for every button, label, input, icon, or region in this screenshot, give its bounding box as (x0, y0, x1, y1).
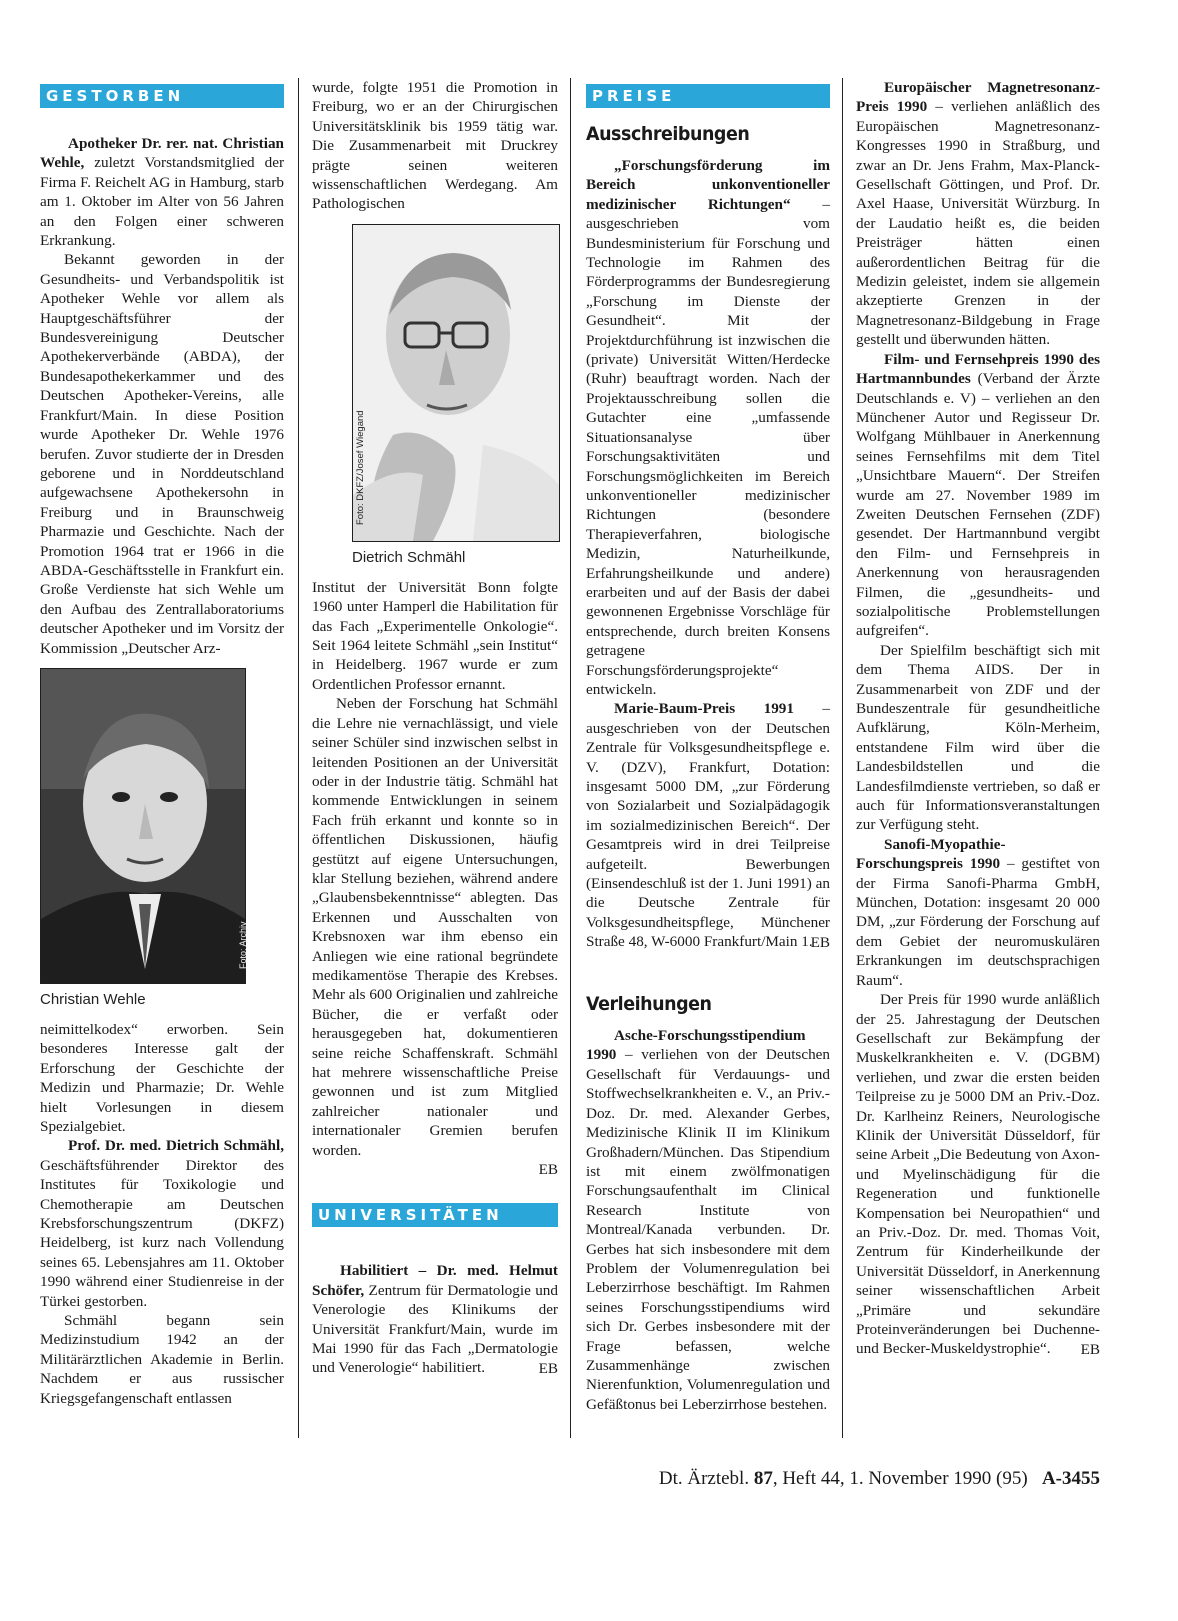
name-schmaehl: Prof. Dr. med. Dietrich Schmähl, (68, 1137, 284, 1155)
section-band-gestorben: GESTORBEN (40, 84, 284, 108)
section-band-universitaeten: UNIVERSITÄTEN (312, 1203, 558, 1227)
obituary-wehle: Apotheker Dr. rer. nat. Christian Wehle, zuletzt Vorstandsmitglied der Firma F. Reichelt AG in Hamburg, starb am 1. Oktober im Alter von 56 Jahren an den Folgen einer schweren Erkrankung. (40, 135, 285, 250)
prize-entry: Sanofi-Myopathie-Forschungspreis 1990 – gestiftet von der Firma Sanofi-Pharma GmbH, München, Dotation: insgesamt 20 000 DM, „zur Förderung der Forschung auf dem Gebiet der neuromuskulären Erkrankungen im deutschsprachigen Raum“. (856, 835, 1100, 989)
column-divider (570, 78, 571, 1438)
page-footer (659, 1468, 1100, 1490)
heading-verleihungen: Verleihungen (586, 993, 712, 1016)
column-2 (312, 78, 558, 1378)
paragraph: Neben der Forschung hat Schmähl die Lehre nie vernachlässigt, und viele seiner Schüler sind inzwischen selbst in leitenden Positionen an der Universität oder in der Industrie tätig. Schmähl hat kommende Entwicklungen in seinem Fach früh erkannt und konnte so in öffentlichen Diskussionen, häufig gestützt auf eigene Untersuchungen, klar Stellung beziehen, während andere „Glaubensbekenntnisse“ ablegten. Das Erkennen und Ausschalten von Krebsnoxen war ihm ebenso ein Anliegen wie eine rational begründete medikamentöse Therapie des Krebses. Mehr als 600 Originalien und zahlreiche Bücher, die er verfaßt oder herausgegeben hat, dokumentieren seine reiche Schaffenskraft. Schmähl hat mehrere wissenschaftliche Preise gewonnen und ist zum Mitglied zahlreicher nationaler und internationaler Gremien berufen worden. (312, 695, 558, 1159)
prize-entry: Asche-Forschungsstipendium 1990 – verliehen von der Deutschen Gesellschaft für Verdauungs- und Stoffwechselkrankheiten e. V., an Priv.-Doz. Dr. med. Alexander Gerbes, Medizinische Klinik II im Klinikum Großhadern/München. Das Stipendium ist mit einem zwölfmonatigen Forschungsaufenthalt im Clinical Research Institute von Montreal/Kanada verbunden. Dr. Gerbes hat sich insbesondere mit dem Problem der Volumenregulation bei Leberzirrhose beschäftigt. Im Rahmen seines Forschungsstipendiums wird sich Dr. Gerbes insbesondere mit der Frage befassen, welche Zusammenhänge zwischen Nierenfunktion, Volumenregulation und Gefäßtonus bei Leberzirrhose bestehen. (586, 1027, 830, 1413)
page-number: A-3455 (1041, 1468, 1100, 1489)
paragraph: wurde, folgte 1951 die Promotion in Freiburg, wo er an der Chirurgischen Universitätsklinik bis 1959 tätig war. Die Zusammenarbeit mit Druckrey prägte seinen weiteren wissenschaftlichen Werdegang. Am Pathologischen (312, 79, 558, 213)
obituary-schmaehl: Prof. Dr. med. Dietrich Schmähl, Geschäftsführender Direktor des Institutes für Toxikologie und Chemotherapie am Deutschen Krebsforschungszentrum (DKFZ) Heidelberg, ist kurz nach Vollendung seines 65. Lebensjahres am 11. Oktober 1990 während einer Studienreise in der Türkei gestorben. (40, 1137, 284, 1310)
paragraph: Der Preis für 1990 wurde anläßlich der 25. Jahrestagung der Deutschen Gesellschaft zur Bekämpfung der Muskelkrankheiten e. V. (DGBM) verliehen, und zwar die ersten beiden Teilpreise zu je 5000 DM an Priv.-Doz. Dr. Karlheinz Reiners, Neurologische Klinik der Universität Düsseldorf, für seine Arbeit „Die Bedeutung von Axon- und Myelinschädigung für die Regeneration und funktionelle Kompensation bei Neuropathien“ und an Priv.-Doz. Dr. med. Thomas Voit, Zentrum für Kinderheilkunde der Universität Düsseldorf, in Anerkennung seiner wissenschaftlichen Arbeit „Primäre und sekundäre Proteinveränderungen bei Duchenne- und Becker-Muskeldystrophie“. (856, 991, 1100, 1358)
column-1 (40, 78, 284, 1408)
signature: EB (810, 933, 830, 951)
issue-date: , Heft 44, 1. November 1990 (95) (772, 1468, 1028, 1489)
signature: EB (1080, 1340, 1100, 1358)
journal-name: Dt. Ärztebl. (658, 1468, 750, 1489)
paragraph: Schmähl begann sein Medizinstudium 1942 an der Militärärztlichen Akademie in Berlin. Nachdem er aus russischer Kriegsgefangenschaft entlassen (40, 1312, 284, 1407)
heading-ausschreibungen: Ausschreibungen (586, 123, 750, 145)
section-band-preise: PREISE (586, 84, 830, 108)
portrait-schmaehl-image (353, 225, 559, 541)
name-wehle: Apotheker Dr. rer. nat. Christian Wehle, (40, 135, 284, 172)
paragraph: Institut der Universität Bonn folgte 1960 unter Hamperl die Habilitation für das Fach „Experimentelle Onkologie“. Seit 1964 leitete Schmähl „sein Institut“ in Heidelberg. 1967 wurde er zum Ordentlichen Professor ernannt. (312, 578, 558, 693)
prize-entry: Film- und Fernsehpreis 1990 des Hartmannbundes (Verband der Ärzte Deutschlands e. V) – verliehen an den Münchener Autor und Regisseur Dr. Wolfgang Mühlbauer in Anerkennung seines Fernsehfilms mit dem Titel „Unsichtbare Mauern“. Der Streifen wurde am 27. November 1989 im Zweiten Deutschen Fernsehen (ZDF) gesendet. Der Hartmannbund vergibt den Film- und Fernsehpreis in Anerkennung von herausragenden Filmen, die „gesundheits- und sozialpolitische Problemstellungen aufgreifen“. (856, 350, 1100, 640)
photo-credit-schmaehl: Foto: DKFZ/Josef Wiegand (355, 410, 366, 525)
column-divider (842, 78, 843, 1438)
paragraph: Bekannt geworden in der Gesundheits- und Verbandspolitik ist Apotheker Wehle vor allem als Hauptgeschäftsführer der Bundesvereinigung Deutscher Apothekerverbände (ABDA), der Bundesapothekerkammer und des Deutschen Apotheker-Vereins, alle Frankfurt/Main. In diese Position wurde Apotheker Dr. Wehle 1976 berufen. Zuvor studierte der in Dresden geborene und in Norddeutschland aufgewachsene Apothekersohn in Freiburg und in Braunschweig Pharmazie und Geschichte. Nach der Promotion 1964 trat er 1966 in die ABDA-Geschäftsstelle in Frankfurt ein. Große Verdienste hat sich Wehle um den Aufbau des Zentrallaboratoriums deutscher Apotheker und im Vorsitz der Kommission „Deutscher Arz- (40, 251, 284, 657)
photo-schmaehl (352, 224, 560, 542)
column-divider (298, 78, 299, 1438)
column-3 (586, 78, 830, 1414)
paragraph: neimittelkodex“ erworben. Sein besonderes Interesse galt der Erforschung der Geschichte der Medizin und Pharmazie; Dr. Wehle hielt Vorlesungen in diesem Spezialgebiet. (40, 1020, 284, 1135)
photo-wehle (40, 668, 246, 984)
name-schoefer: Habilitiert – Dr. med. Helmut Schöfer, (312, 1262, 558, 1299)
prize-entry: „Forschungsförderung im Bereich unkonventioneller medizinischer Richtungen“ – ausgeschrieben vom Bundesministerium für Forschung und Technologie im Rahmen des Förderprogramms der Bundesregierung „Forschung im Dienste der Gesundheit“. Mit der Projektdurchführung ist inzwischen die (private) Universität Witten/Herdecke (Ruhr) beauftragt worden. Nach der Projektausschreibung sollen die Gutachter eine „umfassende Situationsanalyse über Forschungsaktivitäten und Forschungsmöglichkeiten im Bereich unkonventioneller medizinischer Richtungen (besondere Therapieverfahren, biologische Medizin, Naturheilkunde, Erfahrungsheilkunde und andere) erarbeiten und auf der Basis der dabei gewonnenen Ergebnisse Vorschläge für entsprechende, durch breiten Konsens getragene Forschungsförderungsprojekte“ entwickeln. (586, 157, 830, 698)
column-4 (856, 78, 1100, 1359)
caption-wehle: Christian Wehle (40, 990, 146, 1008)
signature: EB (538, 1161, 558, 1179)
prize-entry: Marie-Baum-Preis 1991 – ausgeschrieben von der Deutschen Zentrale für Volksgesundheitspflege e. V. (DZV), Frankfurt, Dotation: insgesamt 5000 DM, „zur Förderung von Sozialarbeit und Sozialpädagogik im sozialmedizinischen Bereich“. Der Gesamtpreis wird in drei Teilpreise aufgeteilt. Bewerbungen (Einsendeschluß ist der 1. Juni 1991) an die Deutsche Zentrale für Volksgesundheitspflege, Münchener Straße 48, W-6000 Frankfurt/Main 1. (586, 700, 830, 951)
caption-schmaehl: Dietrich Schmähl (352, 548, 466, 566)
paragraph: Der Spielfilm beschäftigt sich mit dem Thema AIDS. Der in Zusammenarbeit von ZDF und der Bundeszentrale für gesundheitliche Aufklärung, Köln-Merheim, entstandene Film wird über die Landesbildstellen und die Landesfilmdienste vertrieben, so daß er auch für Informationsveranstaltungen zur Verfügung steht. (856, 641, 1100, 834)
prize-entry: Europäischer Magnetresonanz-Preis 1990 – verliehen anläßlich des Europäischen Magnetresonanz-Kongresses 1990 in Straßburg, und zwar an Dr. Jens Frahm, Max-Planck-Gesellschaft Göttingen, und Prof. Dr. Axel Haase, Universität Würzburg. In der Laudatio heißt es, die beiden Preisträger hätten einen außerordentlichen Beitrag für die Medizin geleistet, indem sie allgemein akzeptierte Grenzen in der Magnetresonanz-Bildgebung in Frage gestellt und überwunden hätten. (856, 79, 1100, 349)
photo-credit-wehle: Foto: Archiv (238, 921, 248, 969)
portrait-wehle-image (41, 669, 245, 983)
signature: EB (538, 1359, 558, 1377)
journal-volume: 87 (753, 1468, 773, 1489)
habilitation-entry: Habilitiert – Dr. med. Helmut Schöfer, Zentrum für Dermatologie und Venerologie des Klinikums der Universität Frankfurt/Main, wurde im Mai 1990 für das Fach „Dermatologie und Venerologie“ habilitiert. (312, 1262, 558, 1377)
